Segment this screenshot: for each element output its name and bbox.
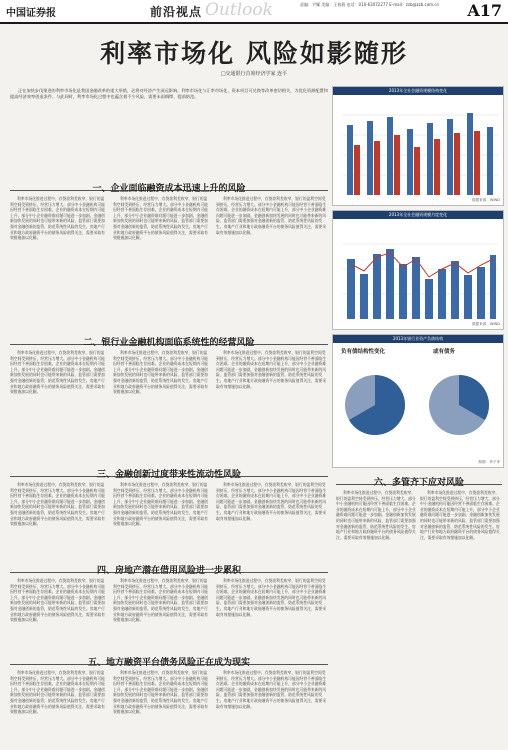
figure-1 <box>332 86 504 206</box>
body-column: 利率市场化推进过程中，存贷款利差收窄，银行的盈利空间受到挤压，经营压力增大。部分中小金融机构可能因经营不善面临生存困难。企业的融资成本在短期内可能上升，部分中小企业融资难问题可能进一步加剧。金融创新加快发展的同时也可能带来新的风险，监管部门需要加强对金融创新的监管，防范系统性风险的发生。房地产行业和地方政府融资平台的债务风险值得关注，需要采取有效措施加以化解。 <box>113 482 208 527</box>
header-bar <box>0 0 508 24</box>
body-column: 利率市场化推进过程中，存贷款利差收窄，银行的盈利空间受到挤压，经营压力增大。部分中小金融机构可能因经营不善面临生存困难。企业的融资成本在短期内可能上升，部分中小企业融资难问题可能进一步加剧。金融创新加快发展的同时也可能带来新的风险，监管部门需要加强对金融创新的监管，防范系统性风险的发生。房地产行业和地方政府融资平台的债务风险值得关注，需要采取有效措施加以化解。 <box>10 578 105 623</box>
figure-3-chart <box>333 355 503 465</box>
body-column: 利率市场化推进过程中，存贷款利差收窄，银行的盈利空间受到挤压，经营压力增大。部分中小金融机构可能因经营不善面临生存困难。企业的融资成本在短期内可能上升，部分中小企业融资难问题可能进一步加剧。金融创新加快发展的同时也可能带来新的风险，监管部门需要加强对金融创新的监管，防范系统性风险的发生。房地产行业和地方政府融资平台的债务风险值得关注，需要采取有效措施加以化解。 <box>10 670 105 715</box>
body-column: 利率市场化推进过程中，存贷款利差收窄，银行的盈利空间受到挤压，经营压力增大。部分中小金融机构可能因经营不善面临生存困难。企业的融资成本在短期内可能上升，部分中小企业融资难问题可能进一步加剧。金融创新加快发展的同时也可能带来新的风险，监管部门需要加强对金融创新的监管，防范系统性风险的发生。房地产行业和地方政府融资平台的债务风险值得关注，需要采取有效措施加以化解。 <box>113 350 208 395</box>
section-heading: 五、地方融资平台债务风险正在成为现实 <box>87 658 250 668</box>
figure-2 <box>332 210 504 330</box>
body-column: 利率市场化推进过程中，存贷款利差收窄，银行的盈利空间受到挤压，经营压力增大。部分中小金融机构可能因经营不善面临生存困难。企业的融资成本在短期内可能上升，部分中小企业融资难问题可能进一步加剧。金融创新加快发展的同时也可能带来新的风险，监管部门需要加强对金融创新的监管，防范系统性风险的发生。房地产行业和地方政府融资平台的债务风险值得关注，需要采取有效措施加以化解。 <box>216 670 327 709</box>
masthead: 中国证券报 <box>6 8 56 19</box>
figure-3-title: 2013年银行业资产负债结构 <box>333 335 503 343</box>
body-column: 利率市场化推进过程中，存贷款利差收窄，银行的盈利空间受到挤压，经营压力增大。部分中小金融机构可能因经营不善面临生存困难。企业的融资成本在短期内可能上升，部分中小企业融资难问题可能进一步加剧。金融创新加快发展的同时也可能带来新的风险，监管部门需要加强对金融创新的监管，防范系统性风险的发生。房地产行业和地方政府融资平台的债务风险值得关注，需要采取有效措施加以化解。 <box>336 490 416 540</box>
figure-3 <box>332 334 504 468</box>
figure-2-source: 数据来源：WIND <box>471 322 500 326</box>
figure-2-title: 2013年全社会融资规模月度变化 <box>333 211 503 219</box>
body-column: 利率市场化推进过程中，存贷款利差收窄，银行的盈利空间受到挤压，经营压力增大。部分中小金融机构可能因经营不善面临生存困难。企业的融资成本在短期内可能上升，部分中小企业融资难问题可能进一步加剧。金融创新加快发展的同时也可能带来新的风险，监管部门需要加强对金融创新的监管，防范系统性风险的发生。房地产行业和地方政府融资平台的债务风险值得关注，需要采取有效措施加以化解。 <box>10 350 105 395</box>
body-column: 利率市场化推进过程中，存贷款利差收窄，银行的盈利空间受到挤压，经营压力增大。部分中小金融机构可能因经营不善面临生存困难。企业的融资成本在短期内可能上升，部分中小企业融资难问题可能进一步加剧。金融创新加快发展的同时也可能带来新的风险，监管部门需要加强对金融创新的监管，防范系统性风险的发生。房地产行业和地方政府融资平台的债务风险值得关注，需要采取有效措施加以化解。 <box>216 578 327 617</box>
body-column: 利率市场化推进过程中，存贷款利差收窄，银行的盈利空间受到挤压，经营压力增大。部分中小金融机构可能因经营不善面临生存困难。企业的融资成本在短期内可能上升，部分中小企业融资难问题可能进一步加剧。金融创新加快发展的同时也可能带来新的风险，监管部门需要加强对金融创新的监管，防范系统性风险的发生。房地产行业和地方政府融资平台的债务风险值得关注，需要采取有效措施加以化解。 <box>420 490 500 540</box>
figure-1-chart <box>333 95 503 205</box>
section-heading: 一、企业面临融资成本迅速上升的风险 <box>92 184 246 194</box>
headline: 利率市场化 风险如影随形 <box>100 39 408 68</box>
body-column: 利率市场化推进过程中，存贷款利差收窄，银行的盈利空间受到挤压，经营压力增大。部分中小金融机构可能因经营不善面临生存困难。企业的融资成本在短期内可能上升，部分中小企业融资难问题可能进一步加剧。金融创新加快发展的同时也可能带来新的风险，监管部门需要加强对金融创新的监管，防范系统性风险的发生。房地产行业和地方政府融资平台的债务风险值得关注，需要采取有效措施加以化解。 <box>113 578 208 623</box>
body-column: 利率市场化推进过程中，存贷款利差收窄，银行的盈利空间受到挤压，经营压力增大。部分中小金融机构可能因经营不善面临生存困难。企业的融资成本在短期内可能上升，部分中小企业融资难问题可能进一步加剧。金融创新加快发展的同时也可能带来新的风险，监管部门需要加强对金融创新的监管，防范系统性风险的发生。房地产行业和地方政府融资平台的债务风险值得关注，需要采取有效措施加以化解。 <box>113 670 208 715</box>
body-column: 利率市场化推进过程中，存贷款利差收窄，银行的盈利空间受到挤压，经营压力增大。部分中小金融机构可能因经营不善面临生存困难。企业的融资成本在短期内可能上升，部分中小企业融资难问题可能进一步加剧。金融创新加快发展的同时也可能带来新的风险，监管部门需要加强对金融创新的监管，防范系统性风险的发生。房地产行业和地方政府融资平台的债务风险值得关注，需要采取有效措施加以化解。 <box>216 350 327 389</box>
figure-3-source: 制图：李子李 <box>478 460 500 464</box>
section-name: 前沿视点 <box>150 5 203 19</box>
body-column: 利率市场化推进过程中，存贷款利差收窄，银行的盈利空间受到挤压，经营压力增大。部分中小金融机构可能因经营不善面临生存困难。企业的融资成本在短期内可能上升，部分中小企业融资难问题可能进一步加剧。金融创新加快发展的同时也可能带来新的风险，监管部门需要加强对金融创新的监管，防范系统性风险的发生。房地产行业和地方政府融资平台的债务风险值得关注，需要采取有效措施加以化解。 <box>216 482 327 521</box>
figure-3-right-label: 或有债务 <box>433 349 456 355</box>
body-column: 利率市场化推进过程中，存贷款利差收窄，银行的盈利空间受到挤压，经营压力增大。部分中小金融机构可能因经营不善面临生存困难。企业的融资成本在短期内可能上升，部分中小企业融资难问题可能进一步加剧。金融创新加快发展的同时也可能带来新的风险，监管部门需要加强对金融创新的监管，防范系统性风险的发生。房地产行业和地方政府融资平台的债务风险值得关注，需要采取有效措施加以化解。 <box>10 196 105 241</box>
lead-paragraph: 正在加快步伐推进的利率市场化是我国金融改革的重大举措，必将对经济产生深远影响。利率市场化与汇率市场化、资本项目可兑换等改革密切相关，为优化资源配置和提高经济效率创造条件。与此同时，利率市场化过程中也蕴含着不少风险，需要未雨绸缪，提前防范。 <box>10 88 328 100</box>
body-column: 利率市场化推进过程中，存贷款利差收窄，银行的盈利空间受到挤压，经营压力增大。部分中小金融机构可能因经营不善面临生存困难。企业的融资成本在短期内可能上升，部分中小企业融资难问题可能进一步加剧。金融创新加快发展的同时也可能带来新的风险，监管部门需要加强对金融创新的监管，防范系统性风险的发生。房地产行业和地方政府融资平台的债务风险值得关注，需要采取有效措施加以化解。 <box>10 482 105 527</box>
body-column: 利率市场化推进过程中，存贷款利差收窄，银行的盈利空间受到挤压，经营压力增大。部分中小金融机构可能因经营不善面临生存困难。企业的融资成本在短期内可能上升，部分中小企业融资难问题可能进一步加剧。金融创新加快发展的同时也可能带来新的风险，监管部门需要加强对金融创新的监管，防范系统性风险的发生。房地产行业和地方政府融资平台的债务风险值得关注，需要采取有效措施加以化解。 <box>216 196 327 235</box>
figure-3-left-label: 负有债结构性变化 <box>341 349 386 355</box>
figure-1-source: 数据来源：WIND <box>471 198 500 202</box>
section-heading: 三、金融创新过度带来性流动性风险 <box>96 470 241 480</box>
section-heading: 四、房地产潜在借用风险进一步累积 <box>96 566 241 576</box>
page-meta: 责编：尹耀 美编：王春燕 电话：010-63072277 E-mail：zzb@zzb.com.cn <box>300 2 440 7</box>
section-heading: 二、银行业金融机构面临系统性的经营风险 <box>83 338 255 348</box>
figure-2-chart <box>333 219 503 329</box>
byline: □交通银行首席经济学家 连平 <box>220 71 288 77</box>
figure-1-title: 2013年全社会融资规模结构变化 <box>333 87 503 95</box>
section-heading: 六、多管齐下应对风险 <box>373 478 464 488</box>
page-number: A17 <box>467 1 502 20</box>
body-column: 利率市场化推进过程中，存贷款利差收窄，银行的盈利空间受到挤压，经营压力增大。部分中小金融机构可能因经营不善面临生存困难。企业的融资成本在短期内可能上升，部分中小企业融资难问题可能进一步加剧。金融创新加快发展的同时也可能带来新的风险，监管部门需要加强对金融创新的监管，防范系统性风险的发生。房地产行业和地方政府融资平台的债务风险值得关注，需要采取有效措施加以化解。 <box>113 196 208 241</box>
section-name-en: Outlook <box>205 0 273 20</box>
